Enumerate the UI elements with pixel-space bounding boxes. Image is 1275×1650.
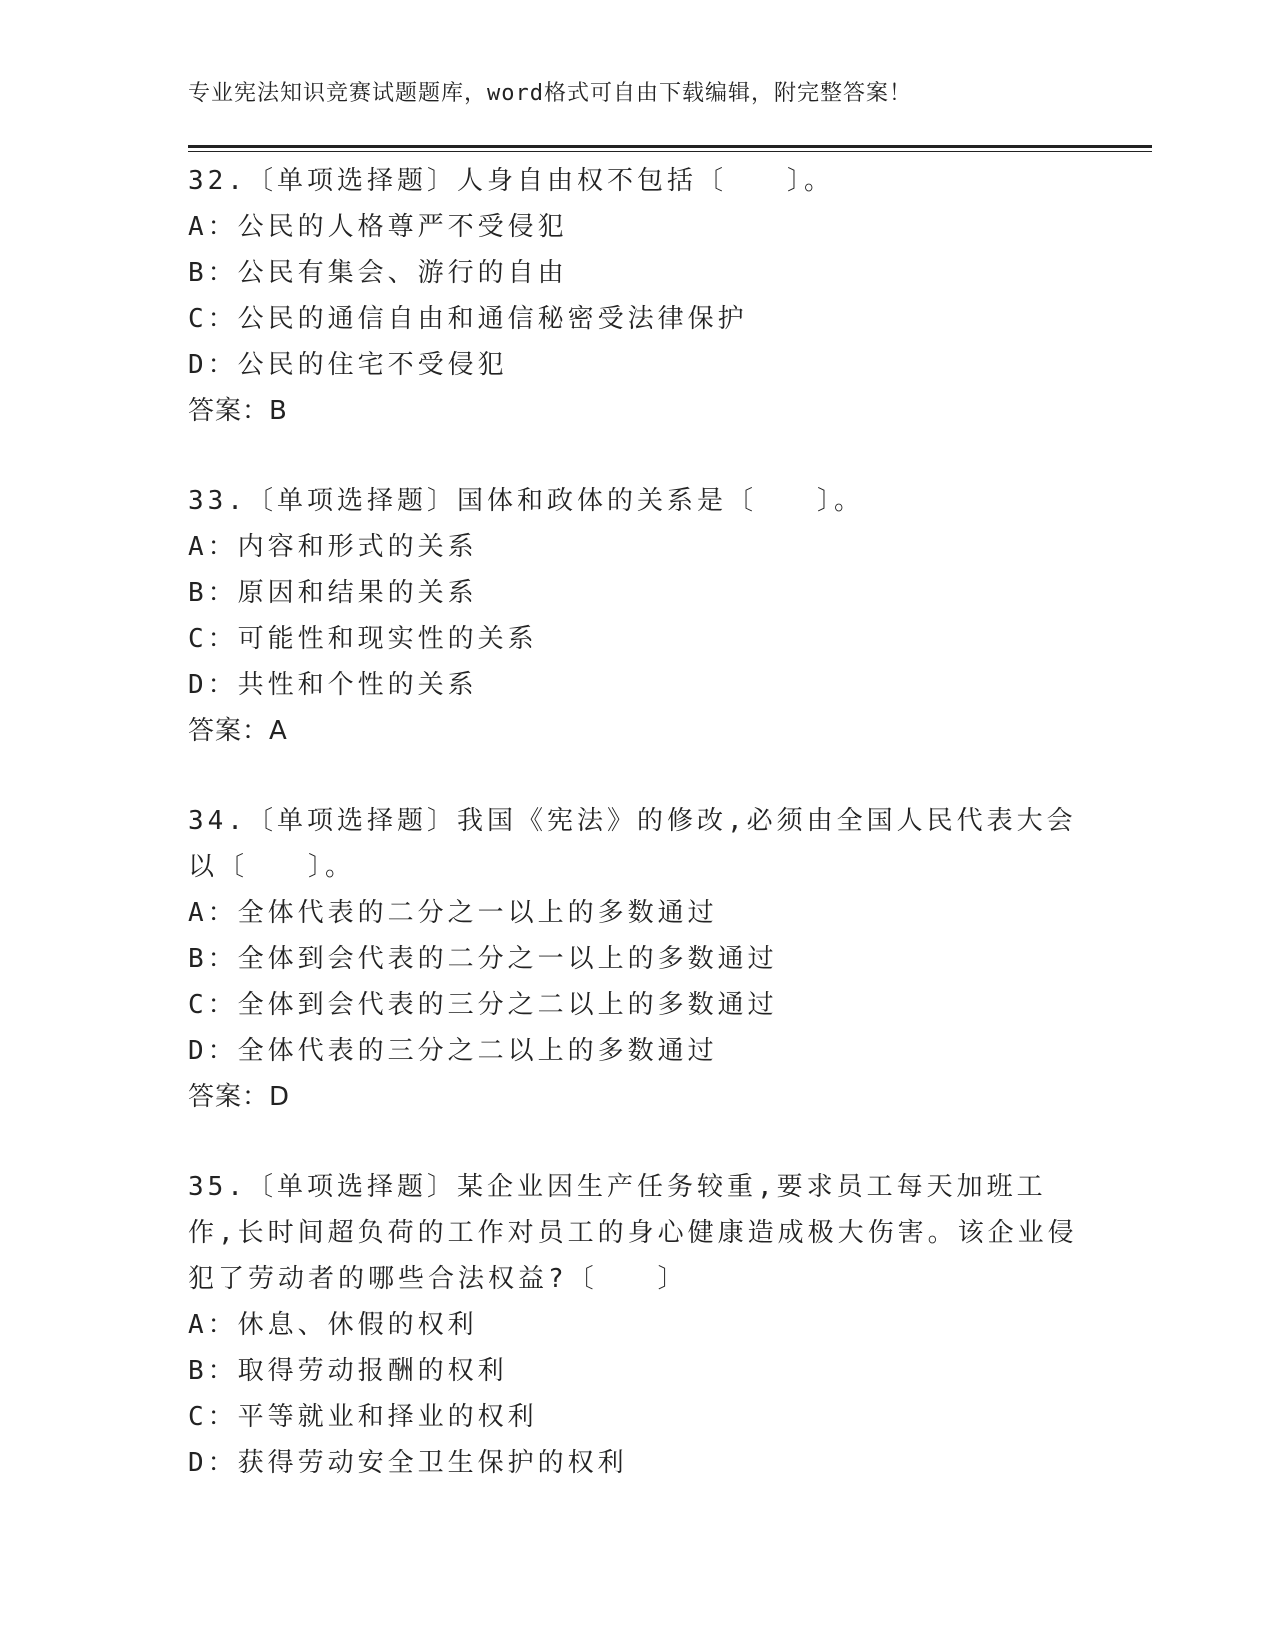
option-b: B：全体到会代表的二分之一以上的多数通过	[188, 944, 778, 974]
question-text: 32.〔单项选择题〕人身自由权不包括〔 〕。	[188, 166, 834, 196]
option-a: A：休息、休假的权利	[188, 1310, 478, 1340]
option-b: B：取得劳动报酬的权利	[188, 1356, 508, 1386]
option-a: A：公民的人格尊严不受侵犯	[188, 212, 568, 242]
question-33	[188, 478, 1088, 754]
question-32	[188, 158, 1088, 434]
question-34	[188, 798, 1088, 1120]
option-a: A：内容和形式的关系	[188, 532, 478, 562]
question-text: 34.〔单项选择题〕我国《宪法》的修改,必须由全国人民代表大会以〔 〕。	[188, 806, 1077, 882]
option-c: C：平等就业和择业的权利	[188, 1402, 538, 1432]
question-text: 33.〔单项选择题〕国体和政体的关系是〔 〕。	[188, 486, 864, 516]
option-b: B：原因和结果的关系	[188, 578, 478, 608]
question-text: 35.〔单项选择题〕某企业因生产任务较重,要求员工每天加班工作,长时间超负荷的工作对员工的身心健康造成极大伤害。该企业侵犯了劳动者的哪些合法权益?〔 〕	[188, 1172, 1078, 1294]
question-35	[188, 1164, 1088, 1486]
option-b: B：公民有集会、游行的自由	[188, 258, 568, 288]
header-rule-thick	[188, 145, 1152, 148]
answer: 答案：A	[188, 716, 288, 746]
option-a: A：全体代表的二分之一以上的多数通过	[188, 898, 718, 928]
option-d: D：公民的住宅不受侵犯	[188, 350, 508, 380]
answer: 答案：B	[188, 396, 288, 426]
page-header: 专业宪法知识竞赛试题题库，word格式可自由下载编辑，附完整答案！	[188, 81, 912, 106]
option-c: C：公民的通信自由和通信秘密受法律保护	[188, 304, 748, 334]
option-d: D：共性和个性的关系	[188, 670, 478, 700]
option-c: C：可能性和现实性的关系	[188, 624, 538, 654]
option-d: D：全体代表的三分之二以上的多数通过	[188, 1036, 718, 1066]
question-list	[188, 158, 1088, 1530]
option-c: C：全体到会代表的三分之二以上的多数通过	[188, 990, 778, 1020]
answer: 答案：D	[188, 1082, 291, 1112]
option-d: D：获得劳动安全卫生保护的权利	[188, 1448, 628, 1478]
header-rule-thin	[188, 151, 1152, 152]
